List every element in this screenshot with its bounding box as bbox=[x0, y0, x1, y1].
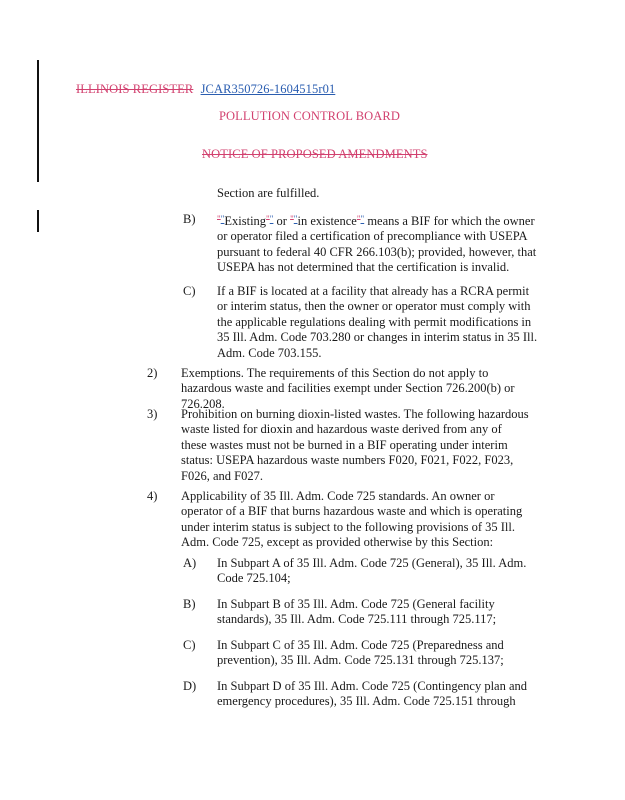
sub-c-text: If a BIF is located at a facility that already has a RCRA permit or interim status, then the owner or operator must comply with the applicable regulations dealing with permit modifications in 35 Ill. Adm. Code 703.280 or changes in interim status in 35 Ill. Adm. Code 703.155. bbox=[217, 284, 538, 360]
sub-b-rest: means a BIF for which the owner or operator filed a certification of precompliance with USEPA pursuant to federal 40 CFR 266.103(b); provided, however, that USEPA has not determined that the certification is invalid. bbox=[217, 214, 537, 275]
term-existing: Existing bbox=[224, 214, 267, 228]
item-3-text: Prohibition on burning dioxin-listed wastes. The following hazardous waste listed for dioxin and hazardous waste derived from any of these wastes must not be burned in a BIF operating under interim status: USEPA hazardous waste numbers F020, F021, F022, F023, F026, and F027. bbox=[181, 407, 529, 483]
item-4b-label: B) bbox=[183, 597, 196, 611]
sub-b-label: B) bbox=[183, 212, 196, 226]
notice-title: NOTICE OF PROPOSED AMENDMENTS bbox=[202, 147, 428, 161]
struck-quote-mark: " bbox=[290, 214, 294, 224]
struck-quote-mark: " bbox=[266, 214, 270, 224]
inserted-quote-mark: " bbox=[269, 214, 274, 224]
register-inserted-text: JCAR350726-1604515r01 bbox=[200, 82, 336, 96]
change-bar-middle bbox=[37, 210, 39, 232]
change-bar-top bbox=[37, 60, 39, 182]
inserted-quote-mark: " bbox=[360, 214, 365, 224]
item-4a-text: In Subpart A of 35 Ill. Adm. Code 725 (General), 35 Ill. Adm. Code 725.104; bbox=[217, 556, 527, 586]
item-4d-label: D) bbox=[183, 679, 197, 693]
sub-b-text bbox=[217, 212, 539, 276]
item-4c-label: C) bbox=[183, 638, 196, 652]
register-struck-text: ILLINOIS REGISTER bbox=[76, 82, 194, 96]
item-4-label: 4) bbox=[147, 489, 158, 503]
inserted-quote-mark: " bbox=[220, 214, 225, 224]
item-4-text: Applicability of 35 Ill. Adm. Code 725 standards. An owner or operator of a BIF that burns hazardous waste and which is operating under interim status is subject to the following provisions of 35 Ill. Adm. Code 725, except as provided otherwise by this Section: bbox=[181, 489, 523, 550]
intro-continuation: Section are fulfilled. bbox=[217, 186, 320, 200]
register-header bbox=[76, 82, 335, 97]
struck-quote-mark: " bbox=[356, 214, 361, 224]
item-4b-text: In Subpart B of 35 Ill. Adm. Code 725 (General facility standards), 35 Ill. Adm. Code 725.111 through 725.117; bbox=[217, 597, 497, 627]
item-2-label: 2) bbox=[147, 366, 158, 380]
term-in-existence: in existence bbox=[297, 214, 357, 228]
item-3-label: 3) bbox=[147, 407, 158, 421]
item-4a-label: A) bbox=[183, 556, 197, 570]
struck-quote-mark: " bbox=[217, 214, 221, 224]
sub-c-label: C) bbox=[183, 284, 196, 298]
or-word: or bbox=[273, 214, 291, 228]
board-title: POLLUTION CONTROL BOARD bbox=[219, 109, 400, 123]
inserted-quote-mark: " bbox=[293, 214, 298, 224]
item-4c-text: In Subpart C of 35 Ill. Adm. Code 725 (Preparedness and prevention), 35 Ill. Adm. Code 725.131 through 725.137; bbox=[217, 638, 504, 668]
item-4d-text: In Subpart D of 35 Ill. Adm. Code 725 (Contingency plan and emergency procedures), 35 Ill. Adm. Code 725.151 through bbox=[217, 679, 528, 709]
item-2-text: Exemptions. The requirements of this Section do not apply to hazardous waste and facilities exempt under Section 726.200(b) or 726.208. bbox=[181, 366, 515, 411]
